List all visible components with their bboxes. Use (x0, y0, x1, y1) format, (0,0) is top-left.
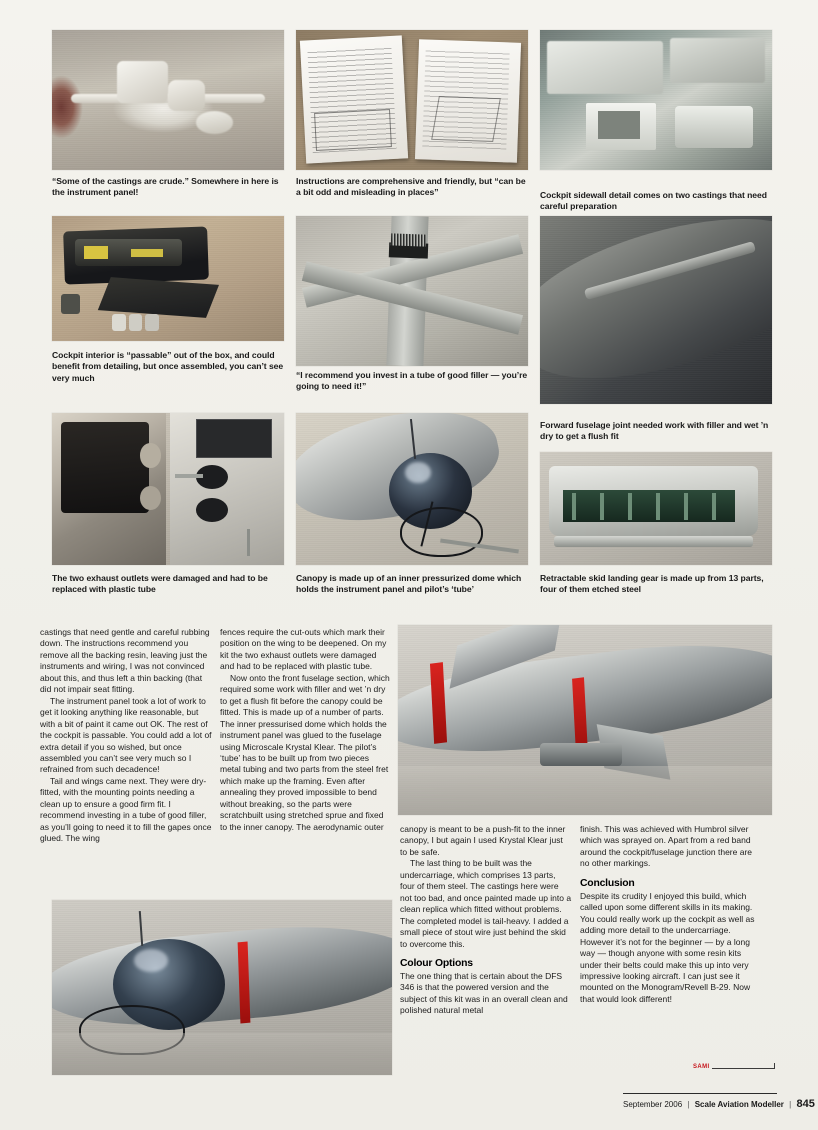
photo-finished-model-upper (398, 625, 772, 815)
photo-sidewall (540, 30, 772, 170)
paragraph: Tail and wings came next. They were dry-fitted, with the mounting points needing a clean up to ensure a good firm fit. I recommend investing in a tube of good filler, as you’ll going to need it to fill the gapes once glued. The wing (40, 775, 212, 844)
footer-rule (623, 1093, 777, 1094)
section-heading-conclusion: Conclusion (580, 877, 635, 889)
photo-landing-gear (540, 452, 772, 565)
footer-magazine-title: Scale Aviation Modeller (694, 1100, 784, 1109)
photo-castings (52, 30, 284, 170)
body-column-1 (40, 627, 212, 845)
photo-caption: “I recommend you invest in a tube of good filler — you’re going to need it!” (296, 370, 528, 392)
photo-caption: Forward fuselage joint needed work with filler and wet ’n dry to get a flush fit (540, 420, 769, 442)
photo-caption: Instructions are comprehensive and friendly, but “can be a bit odd and misleading in places” (296, 176, 526, 198)
footer-date: September 2006 (623, 1100, 683, 1109)
paragraph: canopy is meant to be a push-fit to the inner canopy, I but again I used Krystal Klear just to be safe. (400, 824, 566, 857)
photo-finished-model-lower (52, 900, 392, 1075)
paragraph: The instrument panel took a lot of work to get it looking anything like reasonable, but with a bit of paint it came out OK. The rest of the cockpit is passable. You could add a lot of extra detail if you so wished, but once assembled you can’t see very much so I refrained from such decadence! (40, 695, 212, 775)
paragraph: Now onto the front fuselage section, which required some work with filler and wet ’n dry to get a flush fit before the canopy could be fitted. This is made up of a number of parts. The inner pressurised dome which holds the instrument panel was glued to the fuselage using Microscale Krystal Klear. The pilot’s ‘tube’ has to be built up from two pieces metal tubing and two parts from the steel fret which make up the framing. Even after annealing they proved impossible to bend without breaking, so the parts were scratchbuilt using stretched sprue and fixed to the inner canopy. The aerodynamic outer (220, 672, 390, 832)
photo-caption: The two exhaust outlets were damaged and had to be replaced with plastic tube (52, 573, 268, 595)
photo-caption: “Some of the castings are crude.” Somewhere in here is the instrument panel! (52, 176, 279, 198)
footer-separator: | (789, 1100, 792, 1109)
photo-caption: Canopy is made up of an inner pressurized dome which holds the instrument panel and pilot’s ‘tube’ (296, 573, 522, 595)
paragraph: castings that need gentle and careful rubbing down. The instructions recommend you remove all the backing resin, leaving just the instruments and wiring, I was not convinced about this, and thus left a thin backing (that did not impair seat fitting. (40, 627, 210, 695)
paragraph: Despite its crudity I enjoyed this build, which called upon some different skills in its making. You could really work up the cockpit as well as adding more detail to the undercarriage. However it’s not for the beginner — by a long way — though anyone with some resin kits under their belts could make this up into very impressive looking aircraft. I can just see it mounted on the Monogram/Revell B-29. Now that would look different! (580, 890, 755, 1004)
photo-instructions (296, 30, 528, 170)
body-column-4 (580, 824, 760, 1005)
sami-credit-mark: SAMI (693, 1064, 710, 1070)
photo-cockpit-interior (52, 216, 284, 341)
sami-credit-rule (712, 1063, 775, 1069)
photo-exhaust-outlets (52, 413, 284, 565)
photo-forward-joint (540, 216, 772, 404)
paragraph: fences require the cut-outs which mark their position on the wing to be deepened. On my kit the two exhaust outlets were damaged and had to be replaced with plastic tube. (220, 627, 387, 672)
photo-caption: Cockpit sidewall detail comes on two castings that need careful preparation (540, 190, 767, 212)
paragraph: finish. This was achieved with Humbrol silver which was sprayed on. Apart from a red band around the cockpit/fuselage junction there are no other markings. (580, 824, 753, 869)
footer (623, 1098, 815, 1110)
photo-caption: Retractable skid landing gear is made up from 13 parts, four of them etched steel (540, 573, 764, 595)
body-column-3 (400, 824, 572, 1017)
section-heading-colour-options: Colour Options (400, 957, 473, 969)
footer-page-number: 845 (796, 1098, 815, 1110)
footer-separator: | (687, 1100, 690, 1109)
photo-caption: Cockpit interior is “passable” out of the box, and could benefit from detailing, but once assembled, you can’t see very much (52, 350, 284, 383)
paragraph: The one thing that is certain about the DFS 346 is that the powered version and the subject of this kit was in an overall clean and polished natural metal (400, 970, 568, 1016)
paragraph: The last thing to be built was the undercarriage, which comprises 13 parts, four of them steel. The castings here were not too bad, and once painted made up into a clean replica which fitted without problems. The completed model is tail-heavy. I added a small piece of stout wire just behind the skid to overcome this. (400, 858, 572, 949)
body-column-2 (220, 627, 392, 833)
photo-fuselage-wings (296, 216, 528, 366)
photo-canopy-dome (296, 413, 528, 565)
